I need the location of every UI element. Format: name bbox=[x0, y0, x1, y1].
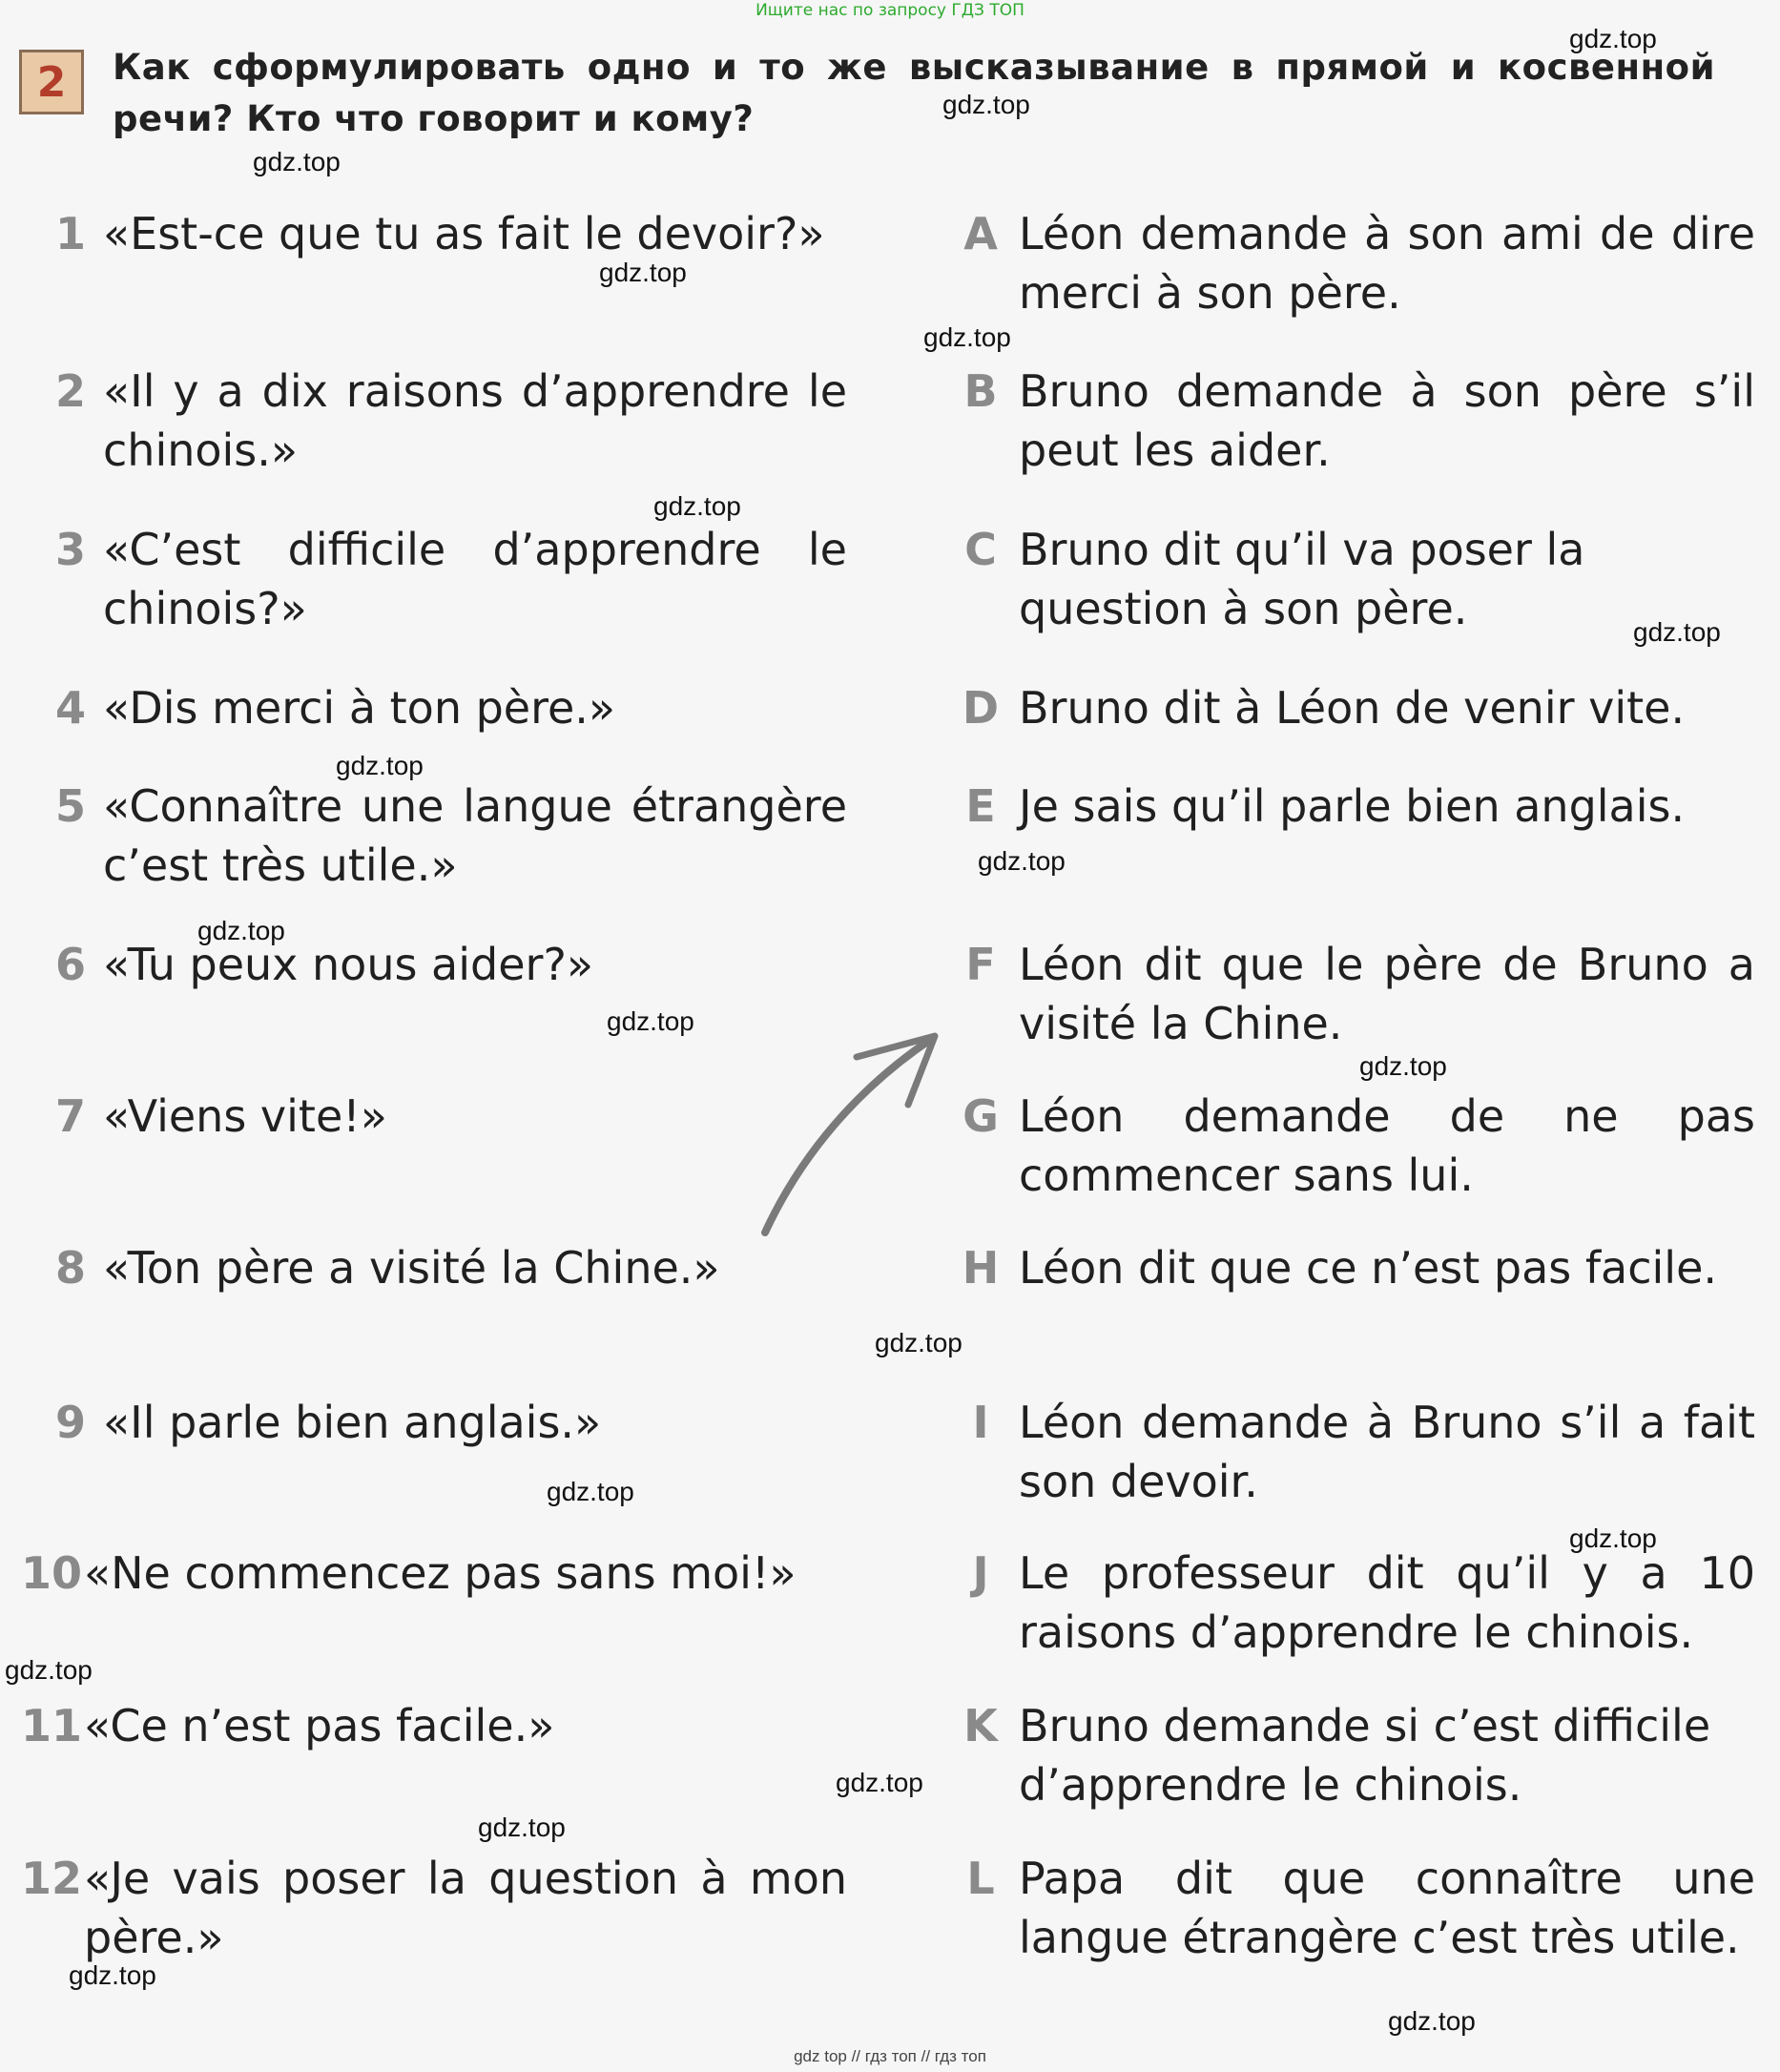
right-item-letter: D bbox=[962, 682, 1000, 734]
watermark: gdz.top bbox=[478, 1813, 566, 1842]
right-item-text: Léon demande de ne pas commencer sans lui. bbox=[1019, 1090, 1755, 1201]
right-item-text: Léon demande à Bruno s’il a fait son devoir. bbox=[1019, 1397, 1755, 1507]
right-item-letter: G bbox=[962, 1090, 999, 1142]
watermark: gdz.top bbox=[942, 90, 1030, 119]
left-item-text: «Est-ce que tu as fait le devoir?» bbox=[103, 208, 825, 259]
left-item-text: «Il y a dix raisons d’apprendre le chinois.» bbox=[103, 365, 847, 476]
watermark: gdz.top bbox=[599, 258, 687, 287]
left-item-text: «Tu peux nous aider?» bbox=[103, 939, 593, 990]
left-item-number: 10 bbox=[20, 1547, 82, 1599]
watermark: gdz.top bbox=[923, 322, 1011, 352]
watermark: gdz.top bbox=[253, 147, 341, 176]
right-item-letter: E bbox=[965, 780, 996, 832]
watermark: gdz.top bbox=[547, 1477, 634, 1506]
left-item-text: «Dis merci à ton père.» bbox=[103, 682, 616, 734]
left-item-number: 9 bbox=[54, 1397, 86, 1448]
watermark: gdz.top bbox=[69, 1960, 156, 1990]
watermark: gdz.top bbox=[1569, 24, 1657, 53]
right-item-text: Léon dit que ce n’est pas facile. bbox=[1019, 1242, 1718, 1294]
left-item-number: 11 bbox=[20, 1700, 82, 1751]
watermark: gdz.top bbox=[836, 1768, 923, 1797]
left-item-number: 8 bbox=[54, 1242, 86, 1294]
right-item-letter: A bbox=[963, 208, 998, 259]
right-item-letter: F bbox=[965, 939, 996, 990]
right-item-text: Léon demande à son ami de dire merci à son père. bbox=[1019, 208, 1755, 319]
left-item-number: 3 bbox=[54, 524, 86, 575]
left-item-text: «Il parle bien anglais.» bbox=[103, 1397, 602, 1448]
watermark: gdz.top bbox=[1633, 617, 1721, 647]
right-item-letter: J bbox=[972, 1547, 989, 1599]
left-item-text: «Ton père a visité la Chine.» bbox=[103, 1242, 720, 1294]
right-item-letter: I bbox=[972, 1397, 989, 1448]
right-item-letter: B bbox=[963, 365, 998, 417]
left-item-text: «Connaître une langue étrangère c’est très utile.» bbox=[103, 780, 847, 891]
watermark: gdz.top bbox=[607, 1006, 694, 1036]
right-item-text: Papa dit que connaître une langue étrangère c’est très utile. bbox=[1019, 1853, 1755, 1963]
bottom-bar: gdz top // гдз топ // гдз топ bbox=[794, 2047, 986, 2065]
right-item-text: Le professeur dit qu’il y a 10 raisons d’apprendre le chinois. bbox=[1019, 1547, 1755, 1658]
right-item-text: Je sais qu’il parle bien anglais. bbox=[1019, 780, 1686, 832]
right-item-text: Bruno demande à son père s’il peut les aider. bbox=[1019, 365, 1755, 476]
left-item-text: «Ce n’est pas facile.» bbox=[84, 1700, 555, 1751]
right-item-text: Bruno demande si c’est difficile d’apprendre le chinois. bbox=[1019, 1700, 1711, 1811]
left-item-number: 1 bbox=[54, 208, 86, 259]
watermark: gdz.top bbox=[1359, 1051, 1447, 1081]
watermark: gdz.top bbox=[978, 846, 1066, 876]
right-item-text: Léon dit que le père de Bruno a visité la Chine. bbox=[1019, 939, 1755, 1049]
top-banner: Ищите нас по запросу ГДЗ ТОП bbox=[755, 1, 1025, 20]
left-item-text: «Ne commencez pas sans moi!» bbox=[84, 1547, 797, 1599]
left-item-text: «Viens vite!» bbox=[103, 1090, 387, 1142]
watermark: gdz.top bbox=[336, 751, 424, 780]
watermark: gdz.top bbox=[1388, 2006, 1476, 2036]
left-item-text: «Je vais poser la question à mon père.» bbox=[84, 1853, 847, 1963]
right-item-text: Bruno dit à Léon de venir vite. bbox=[1019, 682, 1686, 734]
left-item-number: 4 bbox=[54, 682, 86, 734]
watermark: gdz.top bbox=[653, 491, 741, 521]
watermark: gdz.top bbox=[875, 1328, 962, 1357]
right-item-letter: H bbox=[962, 1242, 1000, 1294]
watermark: gdz.top bbox=[1569, 1523, 1657, 1553]
watermark: gdz.top bbox=[197, 916, 285, 945]
left-item-number: 6 bbox=[54, 939, 86, 990]
watermark: gdz.top bbox=[5, 1655, 93, 1685]
task-question: Как сформулировать одно и то же высказывание в прямой и косвенной речи? Кто что говорит и кому? bbox=[113, 47, 1715, 139]
task-number-badge: 2 bbox=[19, 50, 84, 114]
left-item-number: 5 bbox=[54, 780, 86, 832]
left-item-text: «C’est difficile d’apprendre le chinois?» bbox=[103, 524, 847, 634]
left-item-number: 12 bbox=[20, 1853, 82, 1904]
left-item-number: 7 bbox=[54, 1090, 86, 1142]
right-item-letter: C bbox=[964, 524, 997, 575]
right-item-letter: L bbox=[966, 1853, 995, 1904]
left-item-number: 2 bbox=[54, 365, 86, 417]
right-item-letter: K bbox=[963, 1700, 998, 1751]
right-item-text: Bruno dit qu’il va poser la question à son père. bbox=[1019, 524, 1585, 634]
